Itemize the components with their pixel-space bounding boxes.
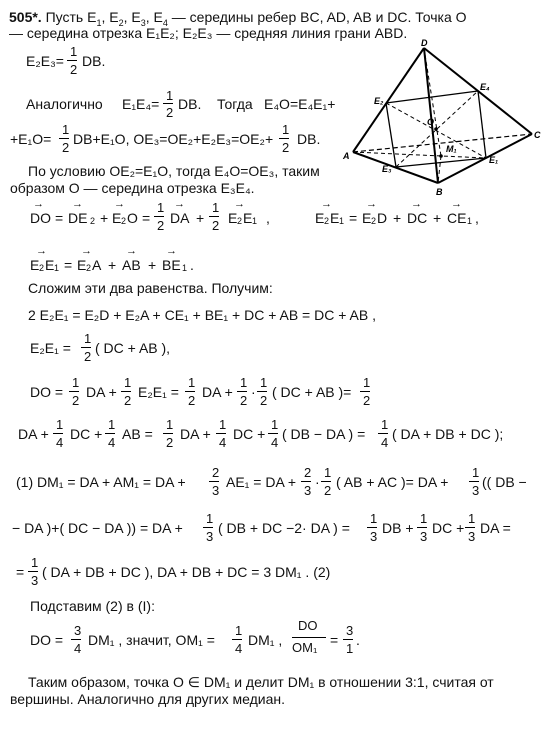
sum-text: Сложим эти два равенства. Получим: — [28, 280, 273, 296]
equation-dm1-continued: − DA )+( DC − DA )) = DA + 1 3 ( DB + DC −2· DA ) = 1 3 DB + 1 3 DC + 1 3 DA = — [12, 511, 511, 544]
segment-e4-e1 — [478, 91, 486, 158]
label-a: A — [343, 151, 350, 161]
equation-vector-e2e1-a: → E 2 E 1 = → E 2 D + → DC + → CE 1 , — [315, 198, 479, 226]
equation-analog: Аналогично E₁E₄= 1 2 DB. Тогда E₄O=E₄E₁+ — [26, 88, 336, 120]
substitute-text: Подставим (2) в (I): — [30, 598, 155, 614]
label-e4: E₄ — [480, 82, 490, 92]
equation-da-quarter: DA + 1 4 DC + 1 4 AB = 1 2 DA + 1 4 DC + 1 4 ( DB − DA ) = 1 4 ( DA + DB + DC ); — [18, 417, 504, 450]
equation-sum: 2 E₂E₁ = E₂D + E₂A + CE₁ + BE₁ + DC + AB = DC + AB , — [28, 307, 376, 323]
condition-line-1: По условию OE₂=E₁O, тогда E₄O=OE₃, таким — [28, 163, 320, 179]
label-d: D — [421, 38, 428, 48]
condition-line-2: образом O — середина отрезка E₃E₄. — [10, 180, 255, 196]
equation-e1o: +E₁O= 1 2 DB+E₁O, OE₃=OE₂+E₂E₃=OE₂+ 1 2 DB. — [10, 122, 321, 155]
edge-ac-hidden — [353, 134, 532, 152]
equation-vector-e2e1-b: → E 2 E 1 = → E 2 A + → AB + → BE 1 . — [30, 245, 194, 273]
label-e3: E₃ — [382, 164, 392, 174]
label-o: O — [427, 117, 435, 127]
label-b: B — [436, 187, 443, 197]
conclusion-line-1: Таким образом, точка O ∈ DM₁ и делит DM₁ в отношении 3:1, считая от — [28, 674, 494, 690]
problem-number: 505*. — [9, 9, 42, 25]
equation-dm1-result: = 1 3 ( DA + DB + DC ), DA + DB + DC = 3 DM₁ . (2) — [16, 555, 331, 588]
problem-header: 505*. Пусть $E_1$, $E_2$, $E_3$, $E_4$ — середины ребер BC, AD, AB и DC. Точка O — [9, 9, 467, 28]
equation-dm1: (1) DM₁ = DA + AM₁ = DA + 2 3 AE₁ = DA + 2 3 · 1 2 ( AB + AC )= DA + 1 3 (( DB − — [16, 465, 527, 498]
segment-e2-e3 — [386, 103, 396, 167]
label-e2: E₂ — [374, 96, 384, 106]
label-c: C — [534, 130, 541, 140]
conclusion-line-2: вершины. Аналогично для других медиан. — [10, 691, 285, 707]
equation-e2e3: E₂E₃= 1 2 DB. — [26, 44, 106, 77]
point-m1 — [439, 154, 443, 158]
tetrahedron-figure — [340, 38, 545, 198]
point-o — [434, 127, 438, 131]
equation-e2e1-half: E₂E₁ = 1 2 ( DC + AB ), — [30, 331, 171, 364]
label-e1: E₁ — [489, 155, 499, 165]
problem-statement-line-2: — середина отрезка E₁E₂; E₂E₃ — средняя линия грани ABD. — [9, 25, 408, 41]
segment-m1-b — [438, 156, 441, 183]
equation-vector-do: → DO = → DE 2 + → E 2 O = 1 2 → DA + 1 2 → E 2 E 1 , — [30, 198, 270, 233]
edge-ab — [353, 152, 438, 183]
median-am1 — [353, 152, 486, 158]
label-m1: M₁ — [446, 144, 457, 154]
equation-do-expanded: DO = 1 2 DA + 1 2 E₂E₁ = 1 2 DA + 1 2 · 1 2 ( DC + AB )= 1 2 — [30, 375, 371, 408]
equation-final: DO = 3 4 DM₁ , значит, OM₁ = 1 4 DM₁ , DO OM₁ = 3 1 . — [30, 618, 360, 656]
median-dm1 — [424, 48, 441, 156]
